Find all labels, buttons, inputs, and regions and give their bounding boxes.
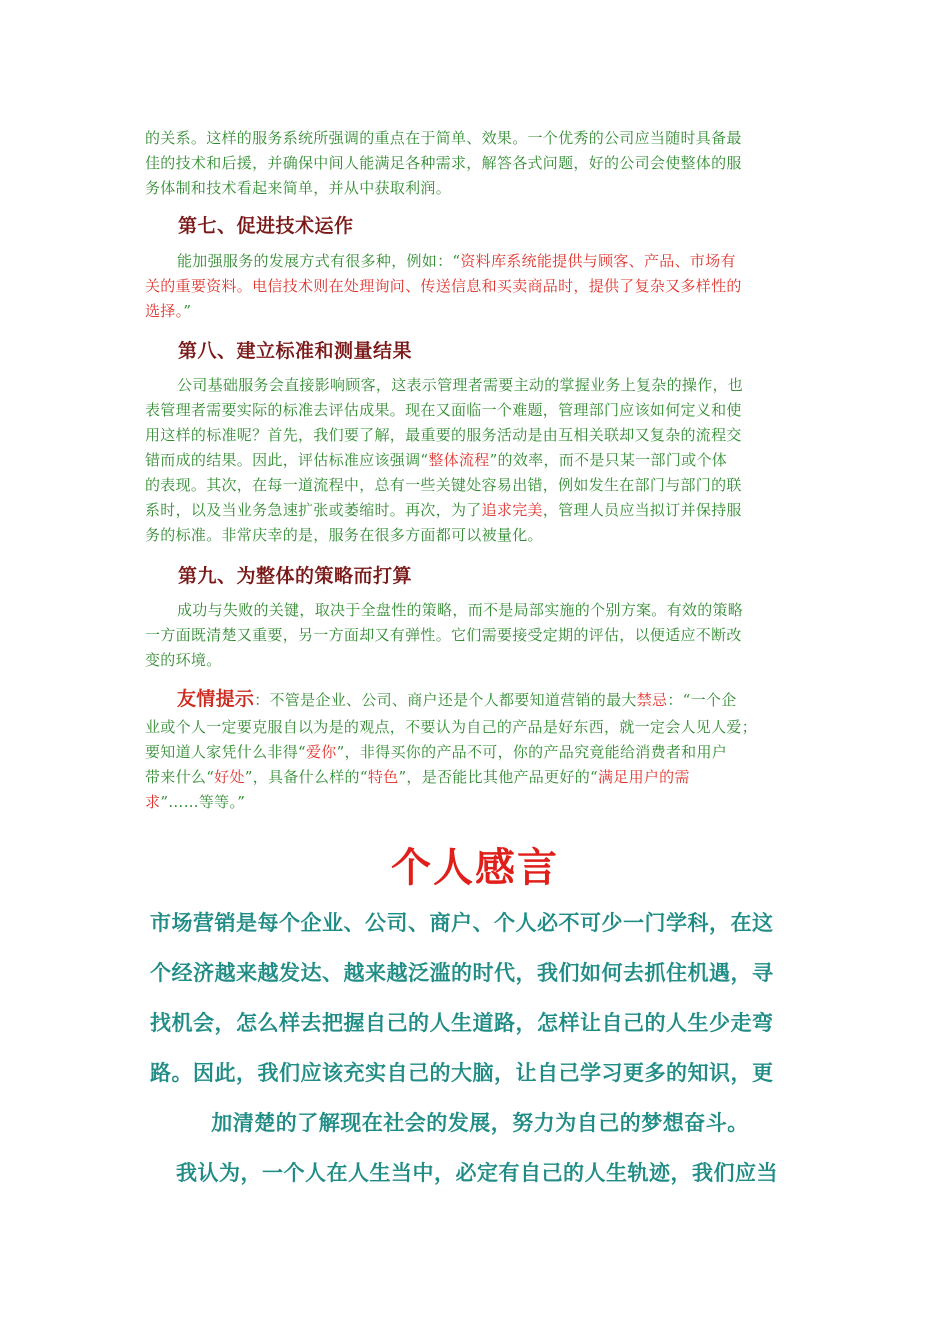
personal-title: 个人感言 [391, 844, 559, 891]
section-8-line-6 [145, 498, 805, 523]
essay-line-1: 市场营销是每个企业、公司、商户、个人必不可少一门学科，在这 [150, 910, 774, 935]
tip-highlight: 特色 [367, 768, 399, 786]
tip-highlight: 爱你 [305, 743, 337, 761]
section-8-highlight: 整体流程 [428, 451, 490, 469]
tip-highlight: 满足用户的需 [597, 768, 690, 786]
tip-line-2: 业或个人一定要克服自以为是的观点，不要认为自己的产品是好东西，就一定会人见人爱； [145, 718, 758, 736]
essay-line-2: 个经济越来越发达、越来越泛滥的时代，我们如何去抓住机遇，寻 [150, 960, 774, 985]
tip-line-5 [145, 790, 805, 815]
tip-paragraph [145, 684, 805, 815]
tip-highlight: 求 [145, 793, 161, 811]
section-9-paragraph [145, 598, 805, 673]
tip-line-1 [145, 684, 805, 715]
tip-line-3 [145, 740, 805, 765]
section-7-text: 能加强服务的发展方式有很多种，例如：“ [177, 252, 461, 270]
section-7-line-3 [145, 299, 805, 324]
intro-line-1: 的关系。这样的服务系统所强调的重点在于简单、效果。一个优秀的公司应当随时具备最 [145, 129, 742, 147]
section-8-line-2: 表管理者需要实际的标准去评估成果。现在又面临一个难题，管理部门应该如何定义和使 [145, 401, 742, 419]
section-8-line-7: 务的标准。非常庆幸的是，服务在很多方面都可以被量化。 [145, 526, 543, 544]
section-8-line-4 [145, 448, 805, 473]
section-8-text: 系时，以及当业务急速扩张或萎缩时。再次，为了 [145, 501, 482, 519]
section-9-line-3: 变的环境。 [145, 651, 222, 669]
essay-line-4: 路。因此，我们应该充实自己的大脑，让自己学习更多的知识，更 [150, 1060, 774, 1085]
tip-text: ”……等等。” [160, 793, 246, 811]
tip-text: ”，具备什么样的“ [244, 768, 368, 786]
tip-text: 带来什么“ [145, 768, 215, 786]
tip-highlight: 禁忌 [636, 691, 668, 709]
intro-paragraph [145, 126, 805, 201]
section-7-line-1 [145, 249, 805, 274]
intro-line-2: 佳的技术和后援，并确保中间人能满足各种需求，解答各式问题，好的公司会使整体的服 [145, 154, 742, 172]
tip-label: 友情提示 [177, 688, 255, 710]
section-8-text: ”的效率，而不是只某一部门或个体 [489, 451, 728, 469]
section-7-heading: 第七、促进技术运作 [178, 215, 354, 237]
tip-line-4 [145, 765, 805, 790]
tip-text: ”，是否能比其他产品更好的“ [398, 768, 598, 786]
tip-text: 要知道人家凭什么非得“ [145, 743, 306, 761]
section-8-text: 错而成的结果。因此，评估标准应该强调“ [145, 451, 429, 469]
essay-line-5: 加清楚的了解现在社会的发展，努力为自己的梦想奋斗。 [211, 1110, 749, 1135]
tip-text: ”，非得买你的产品不可，你的产品究竟能给消费者和用户 [336, 743, 728, 761]
tip-text: ：不管是企业、公司、商户还是个人都要知道营销的最大 [254, 691, 637, 709]
section-7-highlight: 资料库系统能提供与顾客、产品、市场有 [460, 252, 736, 270]
section-8-text: ，管理人员应当拟订并保持服 [542, 501, 742, 519]
section-7-highlight: 选择。 [145, 302, 184, 320]
tip-highlight: 好处 [214, 768, 245, 786]
section-8-paragraph [145, 373, 805, 548]
section-8-heading: 第八、建立标准和测量结果 [178, 340, 413, 362]
tip-text: ：“一个企 [667, 691, 737, 709]
essay-line-6: 我认为，一个人在人生当中，必定有自己的人生轨迹，我们应当 [176, 1160, 778, 1185]
essay-line-3: 找机会，怎么样去把握自己的人生道路，怎样让自己的人生少走弯 [150, 1010, 774, 1035]
section-8-line-3: 用这样的标准呢？首先，我们要了解，最重要的服务活动是由互相关联却又复杂的流程交 [145, 426, 742, 444]
section-7-text: ” [183, 302, 192, 320]
section-9-line-1: 成功与失败的关键，取决于全盘性的策略，而不是局部实施的个别方案。有效的策略 [177, 601, 744, 619]
section-8-line-5: 的表现。其次，在每一道流程中，总有一些关键处容易出错，例如发生在部门与部门的联 [145, 476, 742, 494]
section-8-line-1: 公司基础服务会直接影响顾客，这表示管理者需要主动的掌握业务上复杂的操作，也 [177, 376, 744, 394]
intro-line-3: 务体制和技术看起来简单，并从中获取利润。 [145, 179, 452, 197]
section-8-highlight: 追求完美 [481, 501, 543, 519]
personal-essay [150, 898, 810, 1198]
section-7-line-2: 关的重要资料。电信技术则在处理询问、传送信息和买卖商品时，提供了复杂又多样性的 [145, 277, 742, 295]
section-7-paragraph [145, 249, 805, 324]
section-9-line-2: 一方面既清楚又重要，另一方面却又有弹性。它们需要接受定期的评估，以便适应不断改 [145, 626, 742, 644]
section-9-heading: 第九、为整体的策略而打算 [178, 565, 413, 587]
